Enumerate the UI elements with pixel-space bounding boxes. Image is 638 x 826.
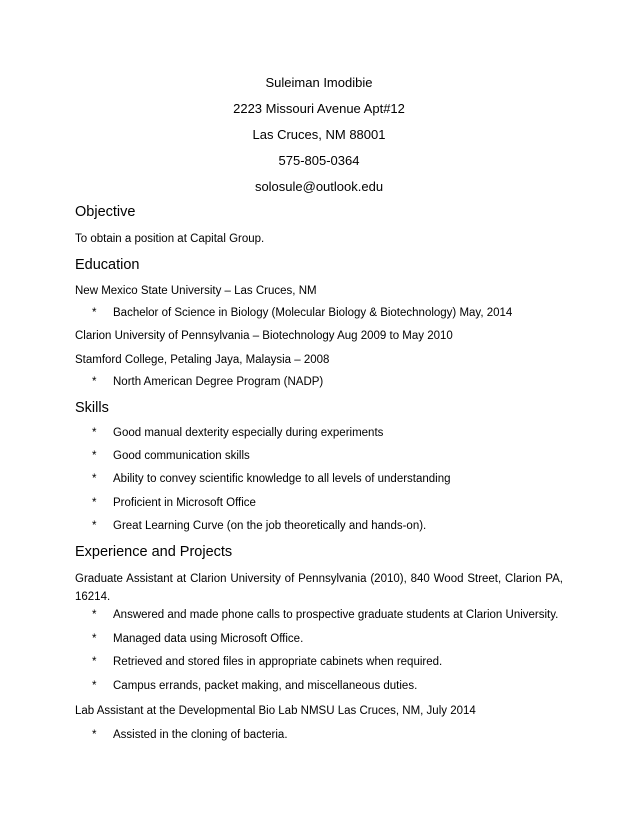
education-bullet-text: North American Degree Program (NADP) [113, 376, 324, 388]
skill-item [92, 450, 250, 462]
job-duty-item [92, 656, 442, 668]
skill-text: Good communication skills [113, 450, 250, 462]
bullet-icon: * [92, 520, 97, 532]
bullet-icon: * [92, 307, 97, 319]
job-duty-text: Assisted in the cloning of bacteria. [113, 729, 288, 741]
job-duty-item [92, 633, 303, 645]
job-title: Lab Assistant at the Developmental Bio Lab NMSU Las Cruces, NM, July 2014 [75, 705, 476, 717]
bullet-icon: * [92, 633, 97, 645]
skill-text: Proficient in Microsoft Office [113, 497, 256, 509]
job-duty-text: Retrieved and stored files in appropriate cabinets when required. [113, 656, 443, 668]
bullet-icon: * [92, 376, 97, 388]
education-heading: Education [75, 257, 140, 273]
bullet-icon: * [92, 497, 97, 509]
skill-item [92, 520, 426, 532]
contact-block [0, 73, 638, 203]
skill-item [92, 497, 256, 509]
job-duty-item [92, 609, 558, 621]
job-duty-text: Answered and made phone calls to prospective graduate students at Clarion University. [113, 609, 559, 621]
education-bullet-item [92, 307, 512, 319]
experience-heading: Experience and Projects [75, 544, 233, 560]
bullet-icon: * [92, 427, 97, 439]
contact-address-line1: 2223 Missouri Avenue Apt#12 [233, 101, 405, 116]
education-entry: Clarion University of Pennsylvania – Biotechnology Aug 2009 to May 2010 [75, 330, 453, 342]
contact-email: solosule@outlook.edu [254, 179, 384, 194]
bullet-icon: * [92, 473, 97, 485]
bullet-icon: * [92, 656, 97, 668]
bullet-icon: * [92, 680, 97, 692]
contact-name: Suleiman Imodibie [265, 75, 373, 90]
skill-text: Good manual dexterity especially during experiments [113, 427, 384, 439]
education-entry: Stamford College, Petaling Jaya, Malaysia – 2008 [75, 354, 330, 366]
education-bullet-item [92, 376, 323, 388]
bullet-icon: * [92, 450, 97, 462]
skills-heading: Skills [75, 400, 109, 416]
skill-item [92, 473, 451, 485]
objective-text: To obtain a position at Capital Group. [75, 233, 265, 245]
job-duty-text: Managed data using Microsoft Office. [113, 633, 304, 645]
contact-phone: 575-805-0364 [278, 153, 360, 168]
skill-item [92, 427, 383, 439]
job-title: Graduate Assistant at Clarion University of Pennsylvania (2010), 840 Wood Street, Clarion PA, 16214. [75, 573, 563, 603]
skill-text: Ability to convey scientific knowledge to all levels of understanding [113, 473, 451, 485]
skill-text: Great Learning Curve (on the job theoretically and hands-on). [113, 520, 427, 532]
job-duty-item [92, 680, 417, 692]
education-entry: New Mexico State University – Las Cruces, NM [75, 285, 317, 297]
objective-heading: Objective [75, 204, 136, 220]
contact-address-line2: Las Cruces, NM 88001 [252, 127, 386, 142]
job-duty-item [92, 729, 288, 741]
bullet-icon: * [92, 729, 97, 741]
education-bullet-text: Bachelor of Science in Biology (Molecular Biology & Biotechnology) May, 2014 [113, 307, 513, 319]
bullet-icon: * [92, 609, 97, 621]
job-duty-text: Campus errands, packet making, and miscellaneous duties. [113, 680, 418, 692]
